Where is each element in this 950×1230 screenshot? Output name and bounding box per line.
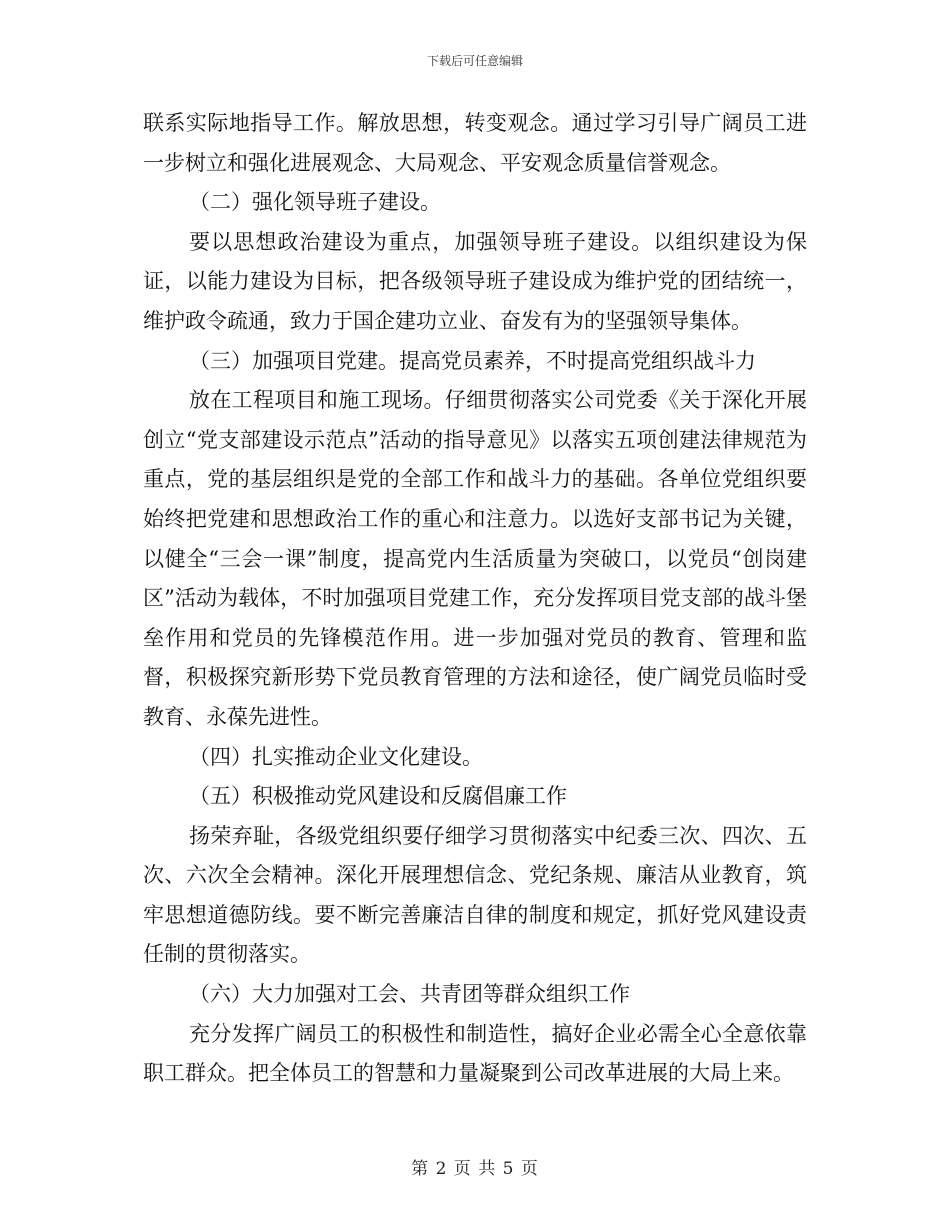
paragraph-anti-corruption: 扬荣弃耻，各级党组织要仔细学习贯彻落实中纪委三次、四次、五次、六次全会精神。深化开展理想信念、党纪条规、廉洁从业教育，筑牢思想道德防线。要不断完善廉洁自律的制度和规定，抓好党风建设责任制的贯彻落实。	[143, 823, 807, 967]
heading-section-5: （五）积极推动党风建设和反腐倡廉工作	[189, 784, 567, 809]
paragraph-leadership: 要以思想政治建设为重点，加强领导班子建设。以组织建设为保证，以能力建设为目标，把各级领导班子建设成为维护党的团结统一，维护政令疏通，致力于国企建功立业、奋发有为的坚强领导集体。	[143, 229, 807, 333]
paragraph-project-party: 放在工程项目和施工现场。仔细贯彻落实公司党委《关于深化开展创立“党支部建设示范点”活动的指导意见》以落实五项创建法律规范为重点，党的基层组织是党的全部工作和战斗力的基础。各单位党组织要始终把党建和思想政治工作的重心和注意力。以选好支部书记为关键，以健全“三会一课”制度，提高党内生活质量为突破口，以党员“创岗建区”活动为载体，不时加强项目党建工作，充分发挥项目党支部的战斗堡垒作用和党员的先锋模范作用。进一步加强对党员的教育、管理和监督，积极探究新形势下党员教育管理的方法和途径，使广阔党员临时受教育、永葆先进性。	[143, 388, 807, 729]
paragraph-mass-organizations: 充分发挥广阔员工的积极性和制造性，搞好企业必需全心全意依靠职工群众。把全体员工的智慧和力量凝聚到公司改革进展的大局上来。	[143, 1021, 807, 1086]
heading-section-2: （二）强化领导班子建设。	[189, 190, 441, 215]
heading-section-3: （三）加强项目党建。提高党员素养，不时提高党组织战斗力	[189, 348, 756, 373]
heading-section-4: （四）扎实推动企业文化建设。	[189, 744, 483, 769]
heading-section-6: （六）大力加强对工会、共青团等群众组织工作	[189, 982, 630, 1007]
document-body	[143, 104, 807, 1094]
page-number: 第 2 页 共 5 页	[411, 1159, 539, 1179]
paragraph-1: 联系实际地指导工作。解放思想，转变观念。通过学习引导广阔员工进一步树立和强化进展观念、大局观念、平安观念质量信誉观念。	[143, 111, 807, 175]
page-header: 下载后可任意编辑	[426, 54, 523, 68]
